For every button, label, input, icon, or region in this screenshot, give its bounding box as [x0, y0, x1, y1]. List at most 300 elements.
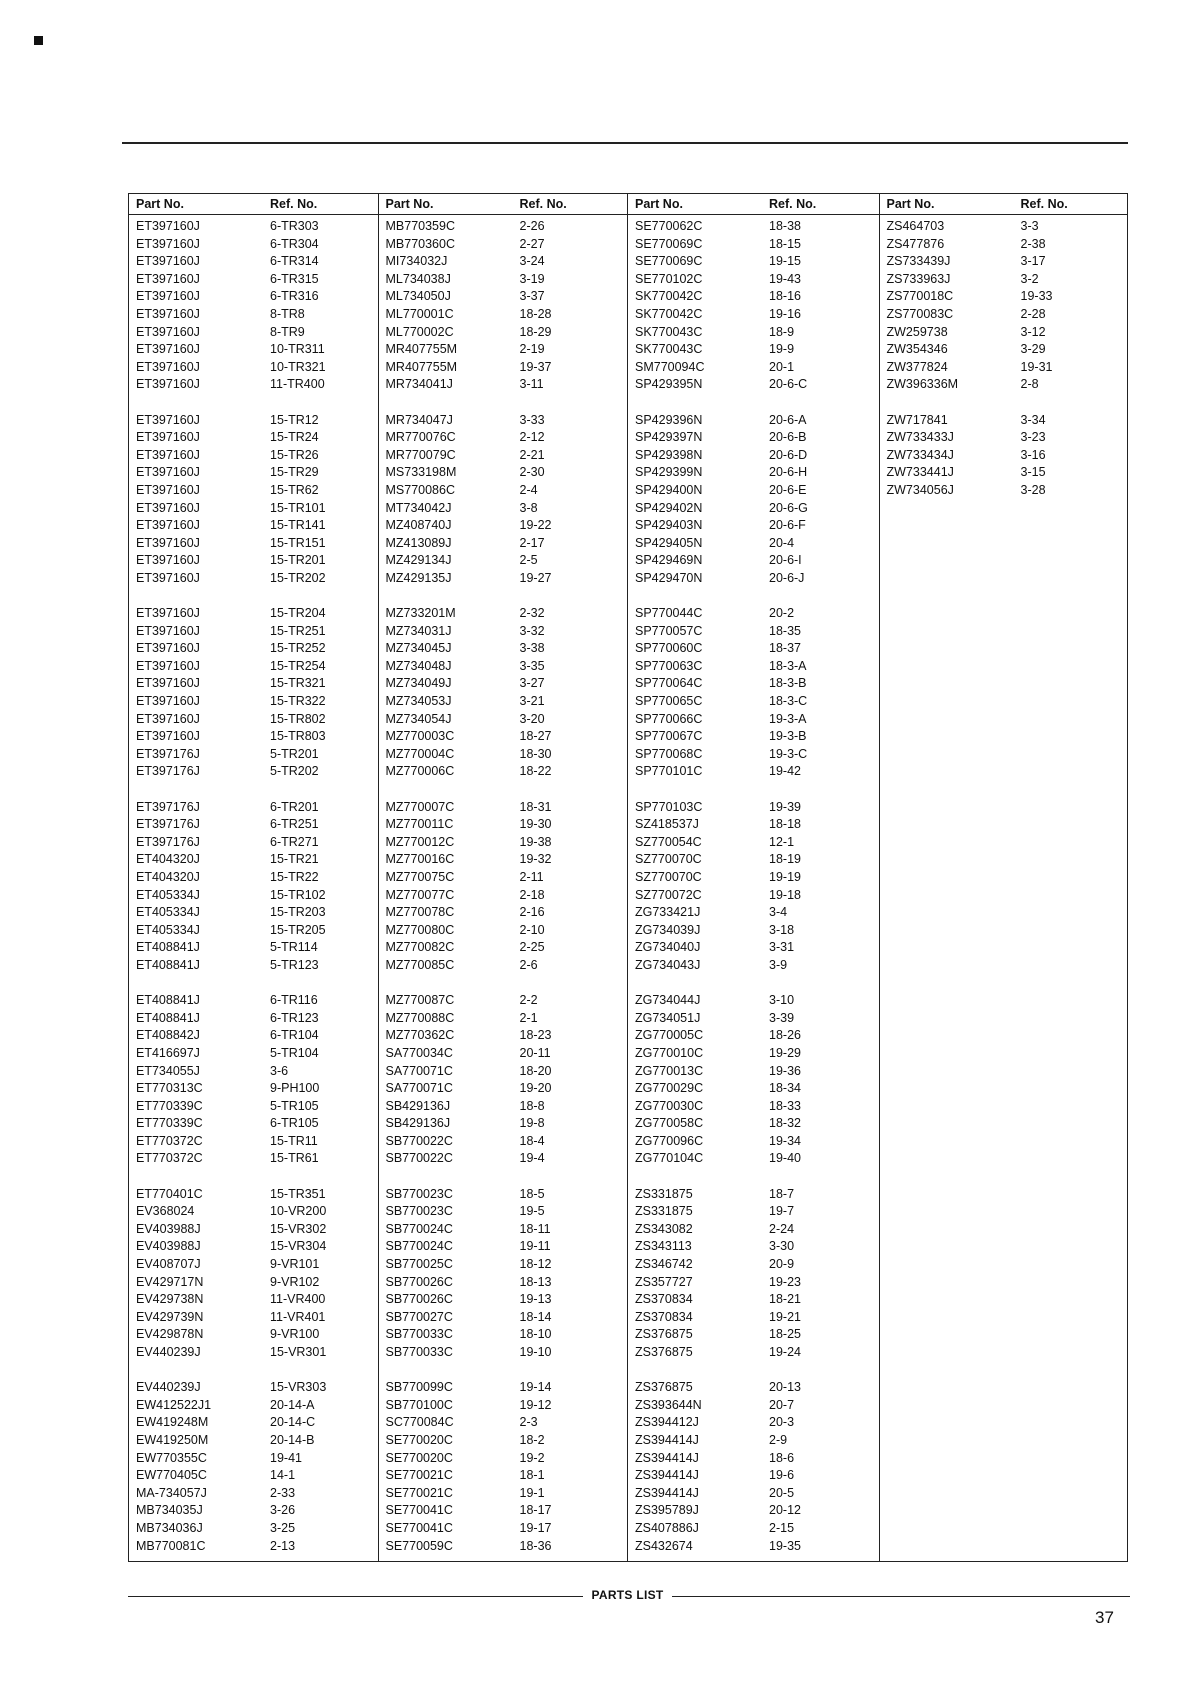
part-number: ZS770083C [886, 306, 954, 321]
table-row [379, 1485, 628, 1503]
ref-number: 15-TR101 [270, 500, 326, 515]
part-no-header: Part No. [635, 197, 683, 211]
part-number: SP429399N [635, 465, 703, 480]
part-number: EW412522J1 [136, 1397, 212, 1412]
part-number: ZS394414J [635, 1468, 699, 1483]
table-row [379, 1027, 628, 1045]
part-number: ZG770005C [635, 1028, 704, 1043]
table-row [129, 799, 378, 817]
table-row [379, 1414, 628, 1432]
table-row [379, 517, 628, 535]
ref-number: 19-24 [769, 1345, 801, 1359]
part-number: ZG770030C [635, 1098, 704, 1113]
table-row [628, 1203, 879, 1221]
table-row [379, 1133, 628, 1151]
page-number: 37 [1095, 1608, 1114, 1627]
table-row [379, 623, 628, 641]
ref-number: 3-37 [519, 289, 545, 304]
row-group [129, 799, 378, 975]
table-row [628, 517, 879, 535]
ref-number: 19-3-A [769, 711, 807, 726]
part-number: MR734047J [385, 412, 453, 427]
ref-number: 15-TR254 [270, 658, 326, 673]
part-number: SK770042C [635, 289, 703, 304]
part-number: SB429136J [385, 1098, 451, 1113]
part-number: MZ770077C [385, 887, 455, 902]
ref-number: 19-2 [519, 1450, 545, 1465]
part-number: SA770071C [385, 1063, 453, 1078]
part-number: ET416697J [136, 1045, 200, 1060]
ref-number: 6-TR201 [270, 799, 319, 814]
part-number: ET397160J [136, 553, 200, 568]
ref-number: 15-TR252 [270, 641, 326, 656]
ref-number: 18-19 [769, 852, 801, 867]
table-row [129, 447, 378, 465]
table-row [129, 711, 378, 729]
ref-number: 2-19 [519, 342, 545, 357]
table-row [129, 482, 378, 500]
part-number: SB770024C [385, 1239, 453, 1254]
ref-number: 19-15 [769, 254, 801, 269]
table-row [628, 1256, 879, 1274]
table-row [379, 834, 628, 852]
table-row [379, 376, 628, 394]
part-number: MZ770004C [385, 746, 455, 761]
ref-number: 2-8 [1020, 377, 1039, 392]
column-header [880, 194, 1128, 215]
ref-number: 3-15 [1020, 465, 1046, 480]
table-row [379, 1274, 628, 1292]
table-row [628, 957, 879, 975]
part-number: EV429739N [136, 1309, 204, 1324]
table-row [129, 1010, 378, 1028]
part-number: ZG734051J [635, 1010, 701, 1025]
part-number: MB770359C [385, 219, 455, 233]
part-number: MZ734049J [385, 676, 452, 691]
table-row [628, 1502, 879, 1520]
footer-title: PARTS LIST [591, 1588, 664, 1602]
ref-number: 18-10 [519, 1327, 552, 1342]
table-row [379, 939, 628, 957]
table-row [880, 288, 1128, 306]
table-row [129, 746, 378, 764]
table-row [628, 1238, 879, 1256]
ref-number: 19-34 [769, 1133, 801, 1148]
part-number: ET397160J [136, 377, 200, 392]
part-number: SB770024C [385, 1221, 453, 1236]
table-row [129, 1115, 378, 1133]
ref-number: 19-39 [769, 799, 801, 814]
table-row [628, 939, 879, 957]
ref-number: 15-TR201 [270, 553, 326, 568]
part-number: SP429402N [635, 500, 703, 515]
table-row [880, 447, 1128, 465]
part-number: SE770020C [385, 1432, 453, 1447]
table-row [628, 658, 879, 676]
part-number: ET397160J [136, 500, 200, 515]
part-number: SP770044C [635, 606, 703, 621]
part-number: ET404320J [136, 852, 200, 867]
part-number: MZ734048J [385, 658, 452, 673]
ref-number: 15-TR205 [270, 922, 326, 937]
table-row [628, 711, 879, 729]
part-number: MB770360C [385, 236, 455, 251]
table-row [379, 1115, 628, 1133]
ref-number: 19-20 [519, 1081, 552, 1096]
ref-number: 2-16 [519, 905, 545, 920]
table-row [628, 1414, 879, 1432]
ref-number: 2-33 [270, 1485, 296, 1500]
table-row [379, 1186, 628, 1204]
part-number: ZS331875 [635, 1186, 693, 1201]
part-number: ET397176J [136, 834, 200, 849]
table-row [379, 1520, 628, 1538]
part-number: MZ734031J [385, 623, 452, 638]
part-number: SP770060C [635, 641, 703, 656]
ref-no-header: Ref. No. [270, 197, 318, 211]
ref-number: 18-20 [519, 1063, 552, 1078]
part-number: SM770094C [635, 359, 705, 374]
part-number: MZ770006C [385, 764, 455, 779]
ref-number: 3-18 [769, 922, 795, 937]
ref-number: 19-30 [519, 817, 552, 832]
part-number: SC770084C [385, 1415, 454, 1430]
ref-number: 20-9 [769, 1257, 795, 1272]
part-number: SP770066C [635, 711, 703, 726]
parts-list-table [128, 193, 1128, 1562]
table-row [379, 675, 628, 693]
table-row [129, 341, 378, 359]
part-number: SB770033C [385, 1327, 453, 1342]
table-row [880, 482, 1128, 500]
ref-number: 19-17 [519, 1520, 552, 1535]
part-number: EW770355C [136, 1450, 207, 1465]
ref-number: 2-21 [519, 447, 545, 462]
part-number: ZS331875 [635, 1204, 693, 1219]
table-row [379, 1238, 628, 1256]
part-number: ZS376875 [635, 1327, 693, 1342]
part-number: ZG770029C [635, 1081, 704, 1096]
part-number: SP770064C [635, 676, 703, 691]
ref-number: 19-11 [519, 1239, 551, 1254]
ref-number: 18-1 [519, 1468, 545, 1483]
table-row [379, 570, 628, 588]
part-number: ZG770010C [635, 1045, 704, 1060]
table-row [628, 1379, 879, 1397]
part-number: ZS395789J [635, 1503, 699, 1518]
table-row [628, 306, 879, 324]
ref-number: 18-13 [519, 1274, 552, 1289]
part-number: ZS343113 [635, 1239, 692, 1254]
table-row [129, 1256, 378, 1274]
ref-number: 18-23 [519, 1028, 552, 1043]
part-number: ZS394414J [635, 1485, 699, 1500]
table-row [379, 482, 628, 500]
ref-number: 19-27 [519, 570, 552, 585]
table-row [880, 324, 1128, 342]
ref-number: 19-32 [519, 852, 552, 867]
table-row [379, 236, 628, 254]
ref-number: 2-9 [769, 1432, 788, 1447]
ref-number: 10-TR321 [270, 359, 326, 374]
ref-number: 20-6-B [769, 430, 807, 445]
ref-number: 19-18 [769, 887, 801, 902]
part-number: ET408841J [136, 1010, 200, 1025]
table-row [628, 623, 879, 641]
part-number: MZ429135J [385, 570, 452, 585]
table-row [129, 834, 378, 852]
ref-number: 5-TR201 [270, 746, 319, 761]
ref-number: 18-37 [769, 641, 801, 656]
row-group [880, 412, 1128, 500]
table-row [379, 1256, 628, 1274]
ref-number: 18-32 [769, 1116, 801, 1131]
table-row [379, 535, 628, 553]
table-row [129, 376, 378, 394]
ref-number: 18-6 [769, 1450, 795, 1465]
table-row [129, 605, 378, 623]
part-number: ZG770104C [635, 1151, 704, 1166]
ref-number: 18-18 [769, 817, 801, 832]
ref-number: 15-VR304 [270, 1239, 327, 1254]
ref-number: 2-6 [519, 957, 538, 972]
part-number: ZS733439J [886, 254, 951, 269]
table-row [628, 1450, 879, 1468]
ref-number: 2-10 [519, 922, 545, 937]
part-number: EW419248M [136, 1415, 209, 1430]
table-row [129, 1502, 378, 1520]
table-row [628, 605, 879, 623]
part-number: MB734036J [136, 1520, 203, 1535]
row-group [129, 605, 378, 781]
table-row [129, 939, 378, 957]
part-number: SP429398N [635, 447, 703, 462]
part-number: MZ770087C [385, 993, 455, 1008]
ref-number: 2-3 [519, 1415, 538, 1430]
ref-number: 6-TR123 [270, 1010, 319, 1025]
part-number: SB770022C [385, 1151, 453, 1166]
ref-number: 19-42 [769, 764, 801, 779]
ref-number: 18-36 [519, 1538, 552, 1553]
ref-number: 3-26 [270, 1503, 296, 1518]
table-row [129, 675, 378, 693]
part-number: SB429136J [385, 1116, 451, 1131]
table-row [129, 324, 378, 342]
ref-number: 3-8 [519, 500, 538, 515]
row-group [129, 412, 378, 588]
part-number: EV403988J [136, 1239, 201, 1254]
table-row [129, 1397, 378, 1415]
ref-number: 18-22 [519, 764, 552, 779]
table-row [129, 1133, 378, 1151]
row-group [129, 1379, 378, 1555]
ref-number: 15-TR61 [270, 1151, 319, 1166]
ref-number: 19-6 [769, 1468, 795, 1483]
part-number: ZS407886J [635, 1520, 699, 1535]
part-number: ZS393644N [635, 1397, 702, 1412]
part-number: ET397160J [136, 535, 200, 550]
part-number: SP429395N [635, 377, 703, 392]
ref-number: 2-2 [519, 993, 538, 1008]
part-number: ET397160J [136, 623, 200, 638]
part-number: ET397160J [136, 430, 200, 445]
table-row [379, 1326, 628, 1344]
part-number: ET397176J [136, 764, 200, 779]
part-number: SP429470N [635, 570, 703, 585]
table-row [880, 306, 1128, 324]
table-row [628, 1115, 879, 1133]
ref-number: 2-26 [519, 219, 545, 233]
ref-number: 9-VR102 [270, 1274, 320, 1289]
ref-number: 20-5 [769, 1485, 795, 1500]
table-row [628, 1291, 879, 1309]
ref-number: 19-13 [519, 1292, 552, 1307]
table-row [628, 1326, 879, 1344]
part-number: MZ770078C [385, 905, 455, 920]
ref-number: 18-7 [769, 1186, 795, 1201]
part-number: SP770065C [635, 694, 703, 709]
ref-number: 18-11 [519, 1221, 551, 1236]
part-number: ZS343082 [635, 1221, 693, 1236]
part-number: MZ770088C [385, 1010, 455, 1025]
part-number: SB770026C [385, 1274, 453, 1289]
ref-number: 3-2 [1020, 271, 1039, 286]
ref-number: 2-28 [1020, 306, 1046, 321]
ref-number: 18-30 [519, 746, 552, 761]
table-row [628, 570, 879, 588]
table-row [379, 1203, 628, 1221]
ref-number: 18-16 [769, 289, 801, 304]
row-group [379, 992, 628, 1168]
ref-number: 15-TR26 [270, 447, 319, 462]
part-number: ET397160J [136, 342, 200, 357]
column-header [628, 194, 879, 215]
table-row [379, 288, 628, 306]
table-row [880, 412, 1128, 430]
part-number: ZW354346 [886, 342, 948, 357]
part-number: MR407755M [385, 359, 458, 374]
part-number: ET397160J [136, 518, 200, 533]
table-row [129, 535, 378, 553]
ref-number: 11-TR400 [270, 377, 325, 392]
table-row [129, 1274, 378, 1292]
ref-number: 19-5 [519, 1204, 545, 1219]
part-number: ZS346742 [635, 1257, 693, 1272]
part-number: MA-734057J [136, 1485, 207, 1500]
row-group [379, 1379, 628, 1555]
part-number: ET405334J [136, 887, 200, 902]
table-row [129, 412, 378, 430]
table-row [628, 992, 879, 1010]
table-row [628, 1063, 879, 1081]
part-number: ET397160J [136, 306, 200, 321]
part-number: ET397160J [136, 289, 200, 304]
table-row [379, 605, 628, 623]
part-number: ML770002C [385, 324, 454, 339]
table-column-3 [628, 194, 880, 1561]
ref-number: 3-23 [1020, 430, 1046, 445]
table-row [129, 1186, 378, 1204]
part-number: EV440239J [136, 1380, 201, 1395]
part-number: ET405334J [136, 905, 200, 920]
part-number: ET397160J [136, 729, 200, 744]
footer-rule-left [128, 1596, 583, 1597]
ref-number: 15-TR21 [270, 852, 319, 867]
ref-number: 15-TR11 [270, 1133, 318, 1148]
part-number: ZS770018C [886, 289, 954, 304]
table-row [379, 306, 628, 324]
ref-number: 15-TR204 [270, 606, 326, 621]
table-row [129, 1291, 378, 1309]
ref-number: 8-TR9 [270, 324, 305, 339]
part-number: ET397160J [136, 447, 200, 462]
table-row [628, 253, 879, 271]
table-row [379, 799, 628, 817]
part-number: ZW733434J [886, 447, 954, 462]
table-row [628, 799, 879, 817]
ref-number: 6-TR316 [270, 289, 319, 304]
table-row [379, 253, 628, 271]
part-number: MZ734053J [385, 694, 452, 709]
part-number: MZ770012C [385, 834, 455, 849]
part-number: ZS464703 [886, 219, 945, 233]
table-row [880, 253, 1128, 271]
part-number: SE770062C [635, 219, 703, 233]
part-number: ZG770058C [635, 1116, 704, 1131]
ref-number: 3-27 [519, 676, 545, 691]
ref-number: 18-3-C [769, 694, 808, 709]
ref-number: 11-VR401 [270, 1309, 326, 1324]
ref-number: 15-TR802 [270, 711, 326, 726]
table-row [628, 429, 879, 447]
part-number: MR770079C [385, 447, 456, 462]
part-number: MT734042J [385, 500, 452, 515]
ref-number: 5-TR202 [270, 764, 319, 779]
table-row [379, 500, 628, 518]
ref-number: 3-35 [519, 658, 545, 673]
ref-number: 19-40 [769, 1151, 801, 1166]
ref-number: 3-25 [270, 1520, 296, 1535]
ref-number: 11-VR400 [270, 1292, 326, 1307]
part-number: SZ418537J [635, 817, 699, 832]
table-row [628, 746, 879, 764]
ref-number: 3-16 [1020, 447, 1046, 462]
ref-number: 19-43 [769, 271, 801, 286]
part-number: ET770339C [136, 1116, 203, 1131]
ref-number: 3-4 [769, 905, 788, 920]
part-number: ZW396336M [886, 377, 959, 392]
ref-number: 3-29 [1020, 342, 1046, 357]
part-number: ET397160J [136, 412, 200, 427]
table-row [379, 271, 628, 289]
table-row [129, 429, 378, 447]
ref-number: 20-6-G [769, 500, 808, 515]
part-number: SP770057C [635, 623, 703, 638]
part-number: SP770063C [635, 658, 703, 673]
row-group [628, 218, 879, 394]
part-number: ET397160J [136, 219, 200, 233]
ref-number: 12-1 [769, 834, 795, 849]
row-group [379, 412, 628, 588]
ref-number: 20-14-B [270, 1432, 315, 1447]
table-row [628, 1309, 879, 1327]
ref-number: 2-13 [270, 1538, 296, 1553]
ref-number: 2-4 [519, 482, 538, 497]
table-row [628, 816, 879, 834]
ref-number: 2-24 [769, 1221, 795, 1236]
ref-number: 2-38 [1020, 236, 1046, 251]
table-row [129, 992, 378, 1010]
